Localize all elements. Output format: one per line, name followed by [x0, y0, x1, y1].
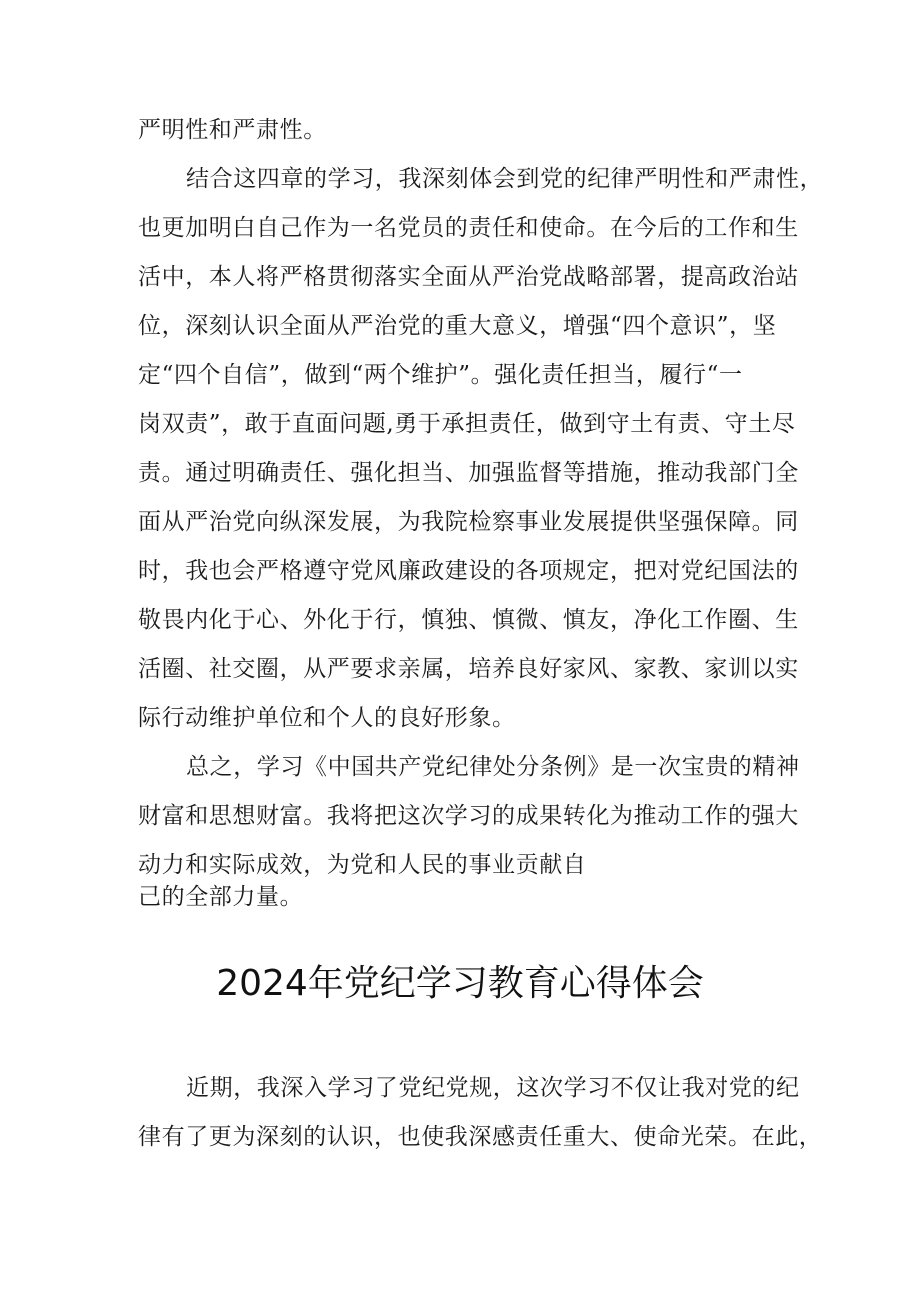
paragraph-line: 时，我也会严格遵守党风廉政建设的各项规定，把对党纪国法的	[138, 558, 799, 584]
paragraph-line: 律有了更为深刻的认识，也使我深感责任重大、使命光荣。在此，	[138, 1124, 823, 1150]
paragraph-line: 活中，本人将严格贯彻落实全面从严治党战略部署，提高政治站	[138, 264, 799, 290]
document-title: 2024年党纪学习教育心得体会	[216, 963, 704, 1004]
paragraph-line: 结合这四章的学习，我深刻体会到党的纪律严明性和严肃性，	[186, 166, 824, 192]
paragraph-line: 位，深刻认识全面从严治党的重大意义，增强“四个意识”，坚	[138, 313, 777, 339]
paragraph-line: 活圈、社交圈，从严要求亲属，培养良好家风、家教、家训以实	[138, 656, 799, 682]
paragraph-line: 也更加明白自己作为一名党员的责任和使命。在今后的工作和生	[138, 215, 799, 241]
paragraph-line: 敬畏内化于心、外化于行，慎独、慎微、慎友，净化工作圈、生	[138, 607, 799, 633]
paragraph-line: 动力和实际成效，为党和人民的事业贡献自	[138, 852, 587, 878]
paragraph-line: 财富和思想财富。我将把这次学习的成果转化为推动工作的强大	[138, 803, 799, 829]
paragraph-line: 岗双责”，敢于直面问题,勇于承担责任，做到守土有责、守土尽	[138, 411, 796, 437]
paragraph-line: 己的全部力量。	[138, 884, 304, 910]
paragraph-line: 际行动维护单位和个人的良好形象。	[138, 705, 516, 731]
paragraph-line: 面从严治党向纵深发展，为我院检察事业发展提供坚强保障。同	[138, 509, 799, 535]
paragraph-line: 总之，学习《中国共产党纪律处分条例》是一次宝贵的精神	[186, 754, 800, 780]
paragraph-line: 定“四个自信”，做到“两个维护”。强化责任担当，履行“一	[138, 362, 743, 388]
paragraph-line: 近期，我深入学习了党纪党规，这次学习不仅让我对党的纪	[186, 1075, 800, 1101]
paragraph-line: 严明性和严肃性。	[138, 117, 327, 143]
paragraph-line: 责。通过明确责任、强化担当、加强监督等措施，推动我部门全	[138, 460, 799, 486]
